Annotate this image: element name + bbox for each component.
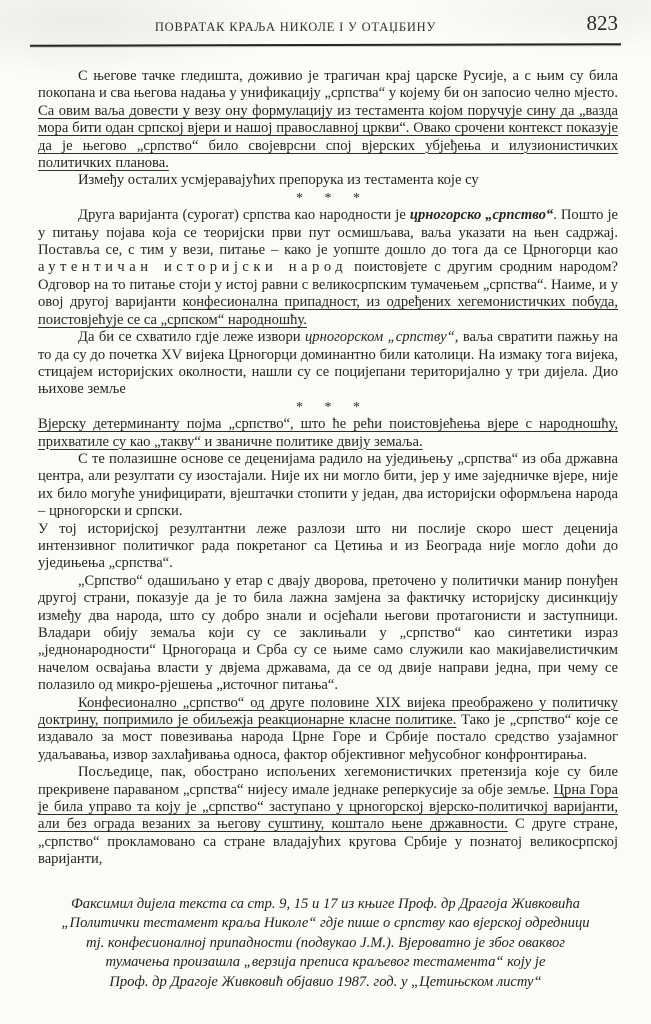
- underlined-text-run: Црна Гора је била управо та коју је „српство“ заступано у црногорској вјерско-политичкој варијанти, али без ограда везаних за његову суштину, коштало њене државности.: [38, 781, 618, 833]
- paragraph: [38, 329, 618, 399]
- page-number: 823: [586, 11, 618, 35]
- text-run: Друга варијанта (сурогат) српства као народности је: [78, 207, 410, 224]
- facsimile-caption: [38, 895, 613, 993]
- bold-italic-text-run: црногорско „српство“: [409, 207, 554, 224]
- text-run: Између осталих усмјеравајућих препорука из тестамента које су: [78, 172, 479, 189]
- text-run: „Српство“ одашиљано у етар с двају дворова, преточено у политички манир понуђен другој страни, показује да је то била лажна замјена за фактичку историјску дисинкцију између два народа, што су добро знали и осјећали његови протагонисти и заступници. Владари обију земаља који су се заклињали у „српство“ као синтетики израз „једнонародности“ Црногораца и Срба су се њиме само служили као макијавелистичким начелом освајања власти у двјема државама, да се од двије направи једна, при чему се полазило од микро-рјешења „источног питања“.: [38, 572, 618, 694]
- text-run: Посљедице, пак, обострано испољених хегемонистичких претензија које су биле прекривене параваном „српства“ нијесу имале једнаке реперкусије за обје земље.: [38, 764, 618, 798]
- text-run: С његове тачке гледишта, доживио је трагичан крај царске Русије, а с њим су била покопана и сва његова надања у унификацију „српства“ у којему би он запосио челно мјесто.: [38, 68, 618, 102]
- text-run: У тој историјској резултантни леже разлози што ни послије скоро шест деценија интензивног политичког рада покретаног са Цетиња и из Београда није могло доћи до уједињења „српства“.: [38, 520, 618, 572]
- letter-spaced-text-run: аутентичан историјски народ: [38, 259, 348, 276]
- text-run: , ваља свратити пажњу на то да су до почетка XV вијека Црногорци доминантно били католици. На измаку тога вијека, стицајем историјских околности, нашли су се поцијепани територијално у три дијела. Дио њихове земље: [38, 329, 618, 398]
- underlined-text-run: Са овим ваља довести у везу ону формулацију из тестамента којом поручује сину да „вазда мора бити одан српској вјери и нашој православној цркви“. Овако срочени контекст показује да је његово „српство“ било својеврсни спој вјерских убјеђења и илузионистичких политичких планова.: [38, 102, 618, 172]
- caption-line: „Политички тестамент краља Николе“ гдје пише о српству као вјерској одредници: [61, 915, 590, 932]
- paragraph: [38, 172, 618, 189]
- header-rule: [30, 43, 621, 47]
- paragraph: [38, 207, 618, 329]
- paragraph: [38, 764, 618, 868]
- underlined-text-run: Конфесионално „српство“ од друге половине XIX вијека преображено у политичку доктрину, попримило је обиљежја реакционарне класне политике.: [38, 694, 618, 729]
- paragraph: [38, 573, 618, 695]
- text-run: поистовјете с другим сродним народом? Одговор на то питање стоји у истој равни с великосрпским тумачењем „српства“. Наиме, и у овој другој варијанти: [38, 259, 618, 311]
- underlined-text-run: конфесионална припадност, из одређених хегемонистичких побуда, поистовјећује се са „српском“ народношћу.: [38, 294, 619, 328]
- paragraph: [38, 451, 618, 521]
- text-run: . Пошто је у питању појава која се теоријски први пут осмишљава, ваља указати на њен садржај. Поставља се, с тим у вези, питање – како је уопште дошло до тога да се Црногорци као: [38, 207, 618, 259]
- text-run: С друге стране, „српство“ прокламовано са стране владајућих кругова Србије у познатој великосрпској варијанти,: [38, 816, 618, 868]
- section-separator: * * *: [296, 190, 369, 206]
- caption-line: тј. конфесионалној припадности (подвукао Ј.М.). Вјероватно је због оваквог: [86, 934, 565, 951]
- text-run: Да би се схватило гдје леже извори: [78, 329, 305, 346]
- text-run: С те полазишне основе се деценијама радило на уједињењу „српства“ из оба државна центра, али резултати су изостајали. Није их ни могло бити, јер у име заједничке вјере, није их било могуће унифицирати, вјештачки стопити у један, два историјски оформљена народа – црногорски и српски.: [38, 450, 618, 520]
- body-text: [38, 68, 618, 869]
- caption-line: тумачења произашла „верзија преписа краљевог тестамента“ коју је: [105, 954, 546, 971]
- paragraph: [38, 521, 618, 573]
- caption-line: Факсимил дијела текста са стр. 9, 15 и 17 из књиге Проф. др Драгоја Живковића: [71, 895, 580, 912]
- underlined-text-run: Вјерску детерминанту појма „српство“, што ће рећи поистовјећења вјере с народношћу, прихватиле су као „такву“ и званичне политике двију земаља.: [38, 416, 618, 450]
- caption-line: Проф. др Драгоје Живковић објавио 1987. год. у „Цетињском листу“: [109, 974, 542, 991]
- section-separator: * * *: [296, 399, 369, 415]
- paragraph: [38, 68, 618, 172]
- page-header: [0, 0, 651, 42]
- text-run: Тако је „српство“ које се издавало за мост повезивања народа Црне Горе и Србије постало средство узајамног удаљавања, извор захлађивања односа, фактор објективног међусобног конфронтирања.: [38, 712, 618, 763]
- paragraph: [38, 695, 618, 765]
- paragraph: [38, 416, 618, 451]
- running-title: ПОВРАТАК КРАЉА НИКОЛЕ I У ОТАЏБИНУ: [154, 20, 437, 34]
- italic-text-run: црногорском „српству“: [304, 329, 455, 346]
